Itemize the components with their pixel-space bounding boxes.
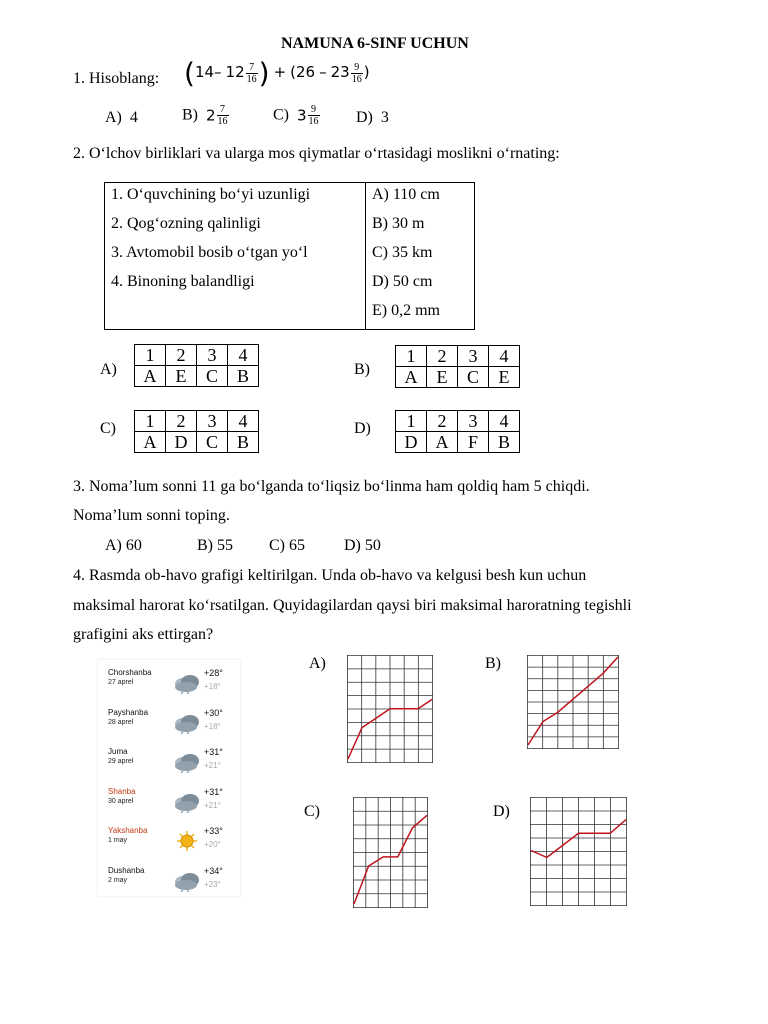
unit-item: 3. Avtomobil bosib o‘tgan yo‘l (111, 244, 308, 261)
units-right-column (366, 183, 475, 330)
q2-answer-a-table: 1 2 3 4 A E C B (134, 344, 259, 387)
expr-fraction: $\frac{7}{16}$ (246, 62, 257, 85)
sun-icon (172, 830, 202, 852)
expr-op: + (273, 63, 287, 82)
graph-label-c: C) (304, 803, 320, 820)
weather-low: +21° (204, 800, 221, 810)
q3-line1: 3. Noma’lum sonni 11 ga bo‘lganda to‘liqsiz bo‘linma ham qoldiq ham 5 chiqdi. (73, 478, 590, 495)
weather-day-name: Chorshanba (108, 668, 152, 677)
value-item: A) 110 cm (372, 186, 440, 203)
weather-high: +31° (204, 747, 223, 757)
weather-low: +18° (204, 682, 221, 691)
weather-date: 30 aprel (108, 797, 134, 805)
weather-low: +23° (204, 879, 221, 889)
expr-term: 26 (296, 63, 316, 82)
q2-answer-b-label: B) (354, 361, 370, 378)
q4-line3: grafigini aks ettirgan? (73, 626, 214, 643)
q4-line2: maksimal harorat ko‘rsatilgan. Quyidagilardan qaysi biri maksimal haroratning tegishli (73, 597, 632, 614)
weather-high: +30° (204, 707, 223, 718)
cloud-icon (172, 672, 202, 694)
expr-term: 14 (194, 63, 215, 82)
weather-day-name: Payshanba (108, 707, 149, 717)
q1-option-a: A) 4 (105, 109, 138, 126)
weather-low: +18° (204, 721, 221, 731)
weather-high: +34° (204, 865, 223, 876)
cloud-icon (172, 791, 202, 813)
q3-option-d: D) 50 (344, 537, 381, 554)
q3-option-a: A) 60 (105, 537, 142, 554)
graph-label-a: A) (309, 655, 326, 672)
unit-item: 2. Qog‘ozning qalinligi (111, 215, 261, 232)
weather-day (108, 866, 238, 904)
q1-expression: (14– 12 $\frac{7}{16}$ ) + (26 – 23 $\frac{9}{16}$ ) (184, 56, 370, 90)
weather-day-name: Dushanba (108, 865, 145, 875)
weather-day (108, 668, 238, 706)
graph-d (530, 797, 627, 906)
value-item: E) 0,2 mm (372, 302, 440, 319)
q2-answer-c-table: 1 2 3 4 A D C B (134, 410, 259, 453)
weather-high: +31° (204, 786, 223, 797)
weather-date: 28 aprel (108, 718, 134, 726)
page-title: NAMUNA 6-SINF UCHUN (281, 35, 469, 52)
unit-item: 1. O‘quvchining bo‘yi uzunligi (111, 186, 311, 203)
weather-date: 29 aprel (108, 758, 134, 765)
q2-answer-d-label: D) (354, 420, 371, 437)
expr-op: – (319, 63, 327, 82)
expr-term: 23 (330, 63, 350, 82)
weather-low: +21° (204, 761, 221, 770)
units-table (104, 182, 475, 330)
graph-a (347, 655, 433, 763)
graph-label-b: B) (485, 655, 501, 672)
q3-option-c: C) 65 (269, 537, 305, 554)
graph-c (353, 797, 428, 908)
q3-line2: Noma’lum sonni toping. (73, 507, 230, 524)
weather-high: +28° (204, 668, 223, 678)
cloud-icon (172, 712, 202, 734)
weather-forecast (98, 660, 240, 896)
weather-day (108, 826, 238, 864)
q4-line1: 4. Rasmda ob-havo grafigi keltirilgan. Unda ob-havo va kelgusi besh kun uchun (73, 567, 587, 584)
q3-option-b: B) 55 (197, 537, 233, 554)
q1-option-d: D) 3 (356, 109, 389, 126)
units-left-column (105, 183, 366, 330)
cloud-icon (172, 870, 202, 892)
value-item: C) 35 km (372, 244, 433, 261)
weather-day-name: Yakshanba (108, 826, 148, 835)
expr-term: 12 (225, 63, 245, 82)
weather-day-name: Juma (108, 747, 128, 756)
q1-option-b: B) 2 $\frac{7}{16}$ (182, 104, 228, 127)
graph-label-d: D) (493, 803, 510, 820)
value-item: D) 50 cm (372, 273, 433, 290)
weather-day (108, 747, 238, 785)
q2-answer-a-label: A) (100, 361, 117, 378)
value-item: B) 30 m (372, 215, 425, 232)
q2-answer-d-table: 1 2 3 4 D A F B (395, 410, 520, 453)
weather-date: 2 may (108, 876, 128, 884)
q1-option-c: C) 3 $\frac{9}{16}$ (273, 104, 319, 127)
weather-date: 27 aprel (108, 679, 134, 686)
unit-item: 4. Binoning balandligi (111, 273, 255, 290)
q1-label: 1. Hisoblang: (73, 70, 160, 87)
q2-label: 2. O‘lchov birliklari va ularga mos qiymatlar o‘rtasidagi moslikni o‘rnating: (73, 145, 560, 162)
weather-day (108, 708, 238, 746)
weather-day (108, 787, 238, 825)
expr-op: – (214, 63, 222, 82)
cloud-icon (172, 751, 202, 773)
graph-b (527, 655, 619, 749)
weather-high: +33° (204, 826, 223, 836)
expr-fraction: $\frac{9}{16}$ (351, 62, 362, 85)
weather-date: 1 may (108, 837, 128, 844)
q2-answer-b-table: 1 2 3 4 A E C E (395, 345, 520, 388)
weather-day-name: Shanba (108, 786, 136, 796)
weather-low: +20° (204, 840, 221, 849)
q2-answer-c-label: C) (100, 420, 116, 437)
